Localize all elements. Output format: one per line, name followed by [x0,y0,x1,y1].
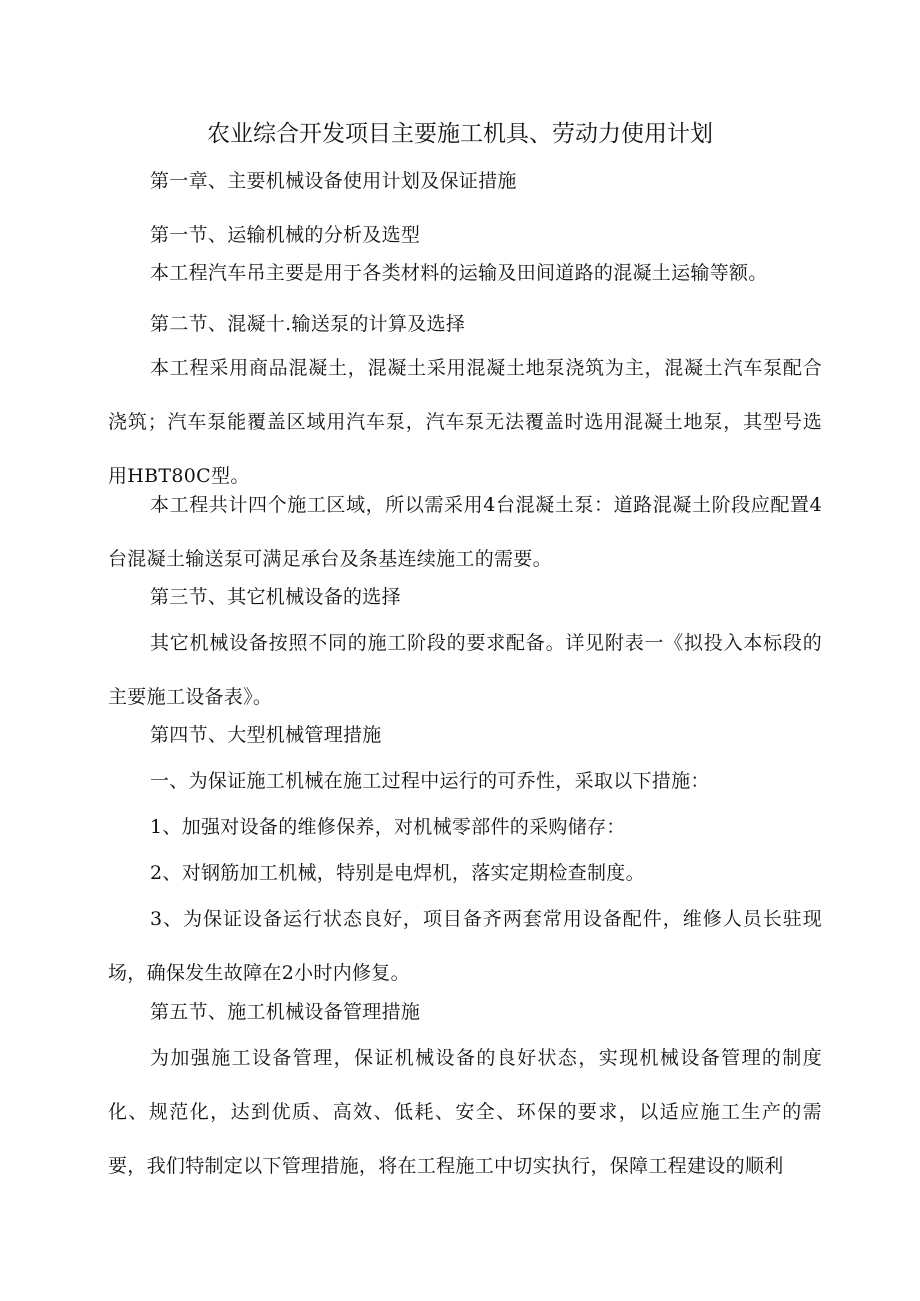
section-heading-2: 第二节、混凝十.输送泵的计算及选择 [150,313,466,335]
section-heading-5: 第五节、施工机械设备管理措施 [150,1001,421,1023]
paragraph-5: 一、为保证施工机械在施工过程中运行的可乔性，采取以下措施： [150,770,710,792]
paragraph-6: 为加强施工设备管理，保证机械设备的良好状态，实现机械设备管理的制度化、规范化，达到优质、高效、低耗、安全、环保的要求，以适应施工生产的需要，我们特制定以下管理措施，将在工程施工中切实执行，保障工程建设的顺利 [108,1047,822,1177]
section-heading-3: 第三节、其它机械设备的选择 [150,586,401,608]
paragraph-2: 本工程采用商品混凝土，混凝土采用混凝土地泵浇筑为主，混凝土汽车泵配合浇筑；汽车泵能覆盖区域用汽车泵，汽车泵无法覆盖时选用混凝土地泵，其型号选用HBT80C型。 [108,357,822,487]
chapter-heading-1: 第一章、主要机械设备使用计划及保证措施 [150,170,517,192]
section-heading-4: 第四节、大型机械管理措施 [150,724,382,746]
paragraph-1: 本工程汽车吊主要是用于各类材料的运输及田间道路的混凝土运输等额。 [150,262,768,284]
paragraph-3: 本工程共计四个施工区域，所以需采用4台混凝土泵：道路混凝土阶段应配置4台混凝土输送泵可满足承台及条基连续施工的需要。 [108,494,822,570]
list-item-3: 3、为保证设备运行状态良好，项目备齐两套常用设备配件，维修人员长驻现场，确保发生故障在2小时内修复。 [108,908,822,984]
list-item-2: 2、对钢筋加工机械，特别是电焊机，落实定期检查制度。 [150,862,645,884]
paragraph-4: 其它机械设备按照不同的施工阶段的要求配备。详见附表一《拟投入本标段的主要施工设备表》。 [108,632,822,708]
section-heading-1: 第一节、运输机械的分析及选型 [150,224,421,246]
document-title: 农业综合开发项目主要施工机具、劳动力使用计划 [207,121,713,147]
list-item-1: 1、加强对设备的维修保养，对机械零部件的采购储存： [150,816,626,838]
